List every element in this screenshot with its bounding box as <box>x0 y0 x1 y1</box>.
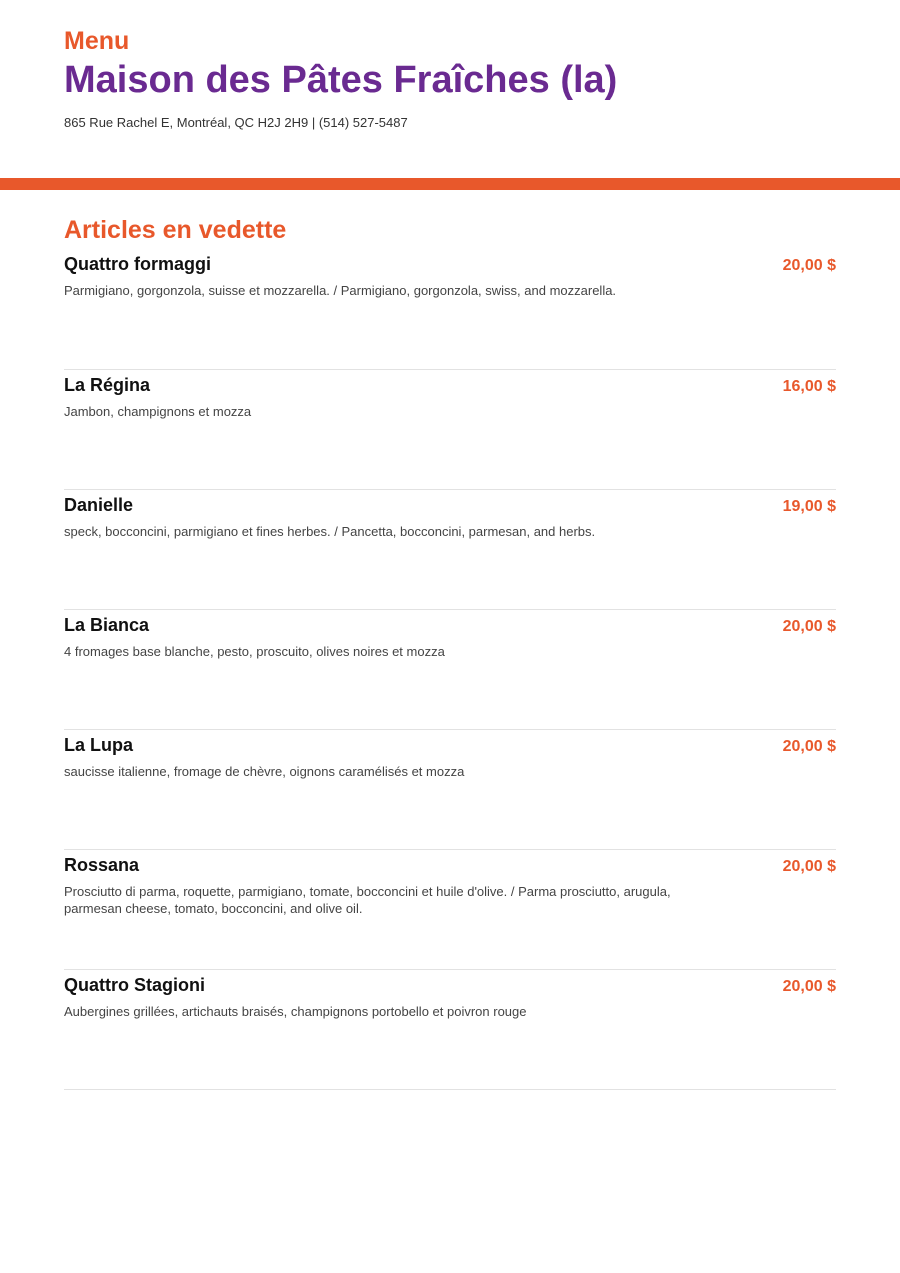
menu-item <box>64 850 836 970</box>
item-description: saucisse italienne, fromage de chèvre, oignons caramélisés et mozza <box>64 764 465 779</box>
item-description: Jambon, champignons et mozza <box>64 404 252 419</box>
item-price: 20,00 $ <box>782 257 836 274</box>
item-description: Prosciutto di parma, roquette, parmigiano, tomate, bocconcini et huile d'olive. / Parma prosciutto, arugula, parmesan cheese, tomato, bocconcini, and olive oil. <box>64 884 671 916</box>
item-price: 16,00 $ <box>782 378 836 395</box>
item-name: La Régina <box>64 375 151 395</box>
menu-item <box>64 730 836 850</box>
item-price: 20,00 $ <box>782 738 836 755</box>
item-description: Parmigiano, gorgonzola, suisse et mozzarella. / Parmigiano, gorgonzola, swiss, and mozzarella. <box>64 283 617 298</box>
item-name: Danielle <box>64 495 134 515</box>
accent-divider-bar <box>0 178 900 190</box>
item-name: Quattro Stagioni <box>64 975 205 995</box>
section-title: Articles en vedette <box>64 216 287 244</box>
item-price: 19,00 $ <box>782 498 836 515</box>
item-name: Rossana <box>64 855 140 875</box>
restaurant-address: 865 Rue Rachel E, Montréal, QC H2J 2H9 | (514) 527-5487 <box>64 115 408 130</box>
menu-label: Menu <box>64 27 130 55</box>
item-price: 20,00 $ <box>782 858 836 875</box>
item-description: speck, bocconcini, parmigiano et fines herbes. / Pancetta, bocconcini, parmesan, and herbs. <box>64 524 596 539</box>
item-name: La Lupa <box>64 735 134 755</box>
item-price: 20,00 $ <box>782 618 836 635</box>
menu-item <box>64 490 836 610</box>
menu-header <box>64 26 836 131</box>
item-name: Quattro formaggi <box>64 254 211 274</box>
menu-item <box>64 970 836 1090</box>
menu-item <box>64 370 836 490</box>
item-description: Aubergines grillées, artichauts braisés, champignons portobello et poivron rouge <box>64 1004 527 1019</box>
item-description: 4 fromages base blanche, pesto, proscuito, olives noires et mozza <box>64 644 445 659</box>
menu-item-list <box>64 250 836 1090</box>
featured-section <box>64 214 836 1090</box>
item-name: La Bianca <box>64 615 150 635</box>
restaurant-name: Maison des Pâtes Fraîches (la) <box>64 59 618 101</box>
menu-item <box>64 610 836 730</box>
menu-item <box>64 250 836 370</box>
item-price: 20,00 $ <box>782 978 836 995</box>
